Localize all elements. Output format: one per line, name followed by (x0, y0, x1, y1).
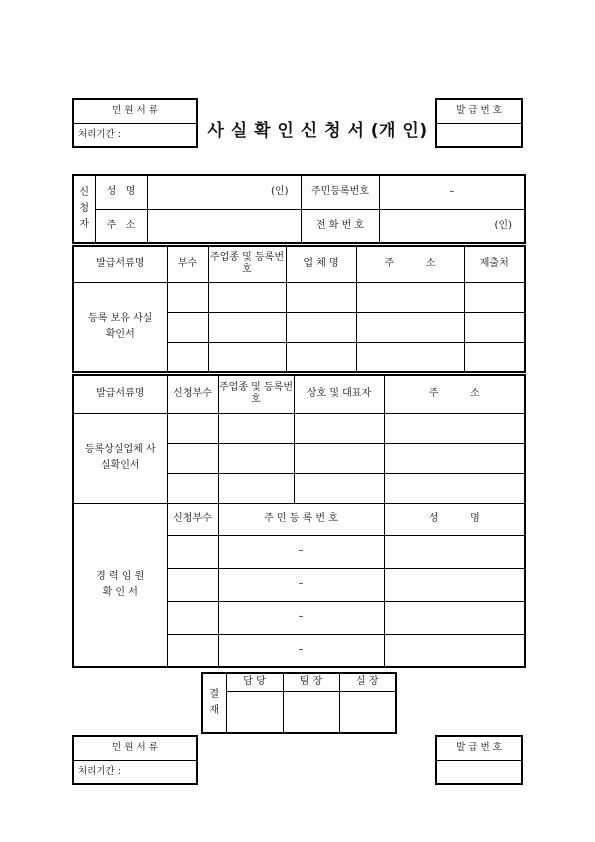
table-cell[interactable] (384, 601, 525, 634)
table-cell[interactable] (464, 282, 525, 312)
table-cell[interactable] (384, 443, 525, 473)
table-cell[interactable] (356, 312, 464, 342)
rrn-label: 주민등록번호 (301, 175, 379, 209)
civil-document-label: 민 원 서 류 (73, 736, 197, 760)
approval-header-director: 실 장 (339, 673, 396, 691)
header-company-name: 업 체 명 (286, 246, 356, 282)
table-cell[interactable] (208, 312, 286, 342)
approval-header-team-leader: 팀 장 (283, 673, 339, 691)
table-cell[interactable] (356, 342, 464, 372)
table-cell[interactable] (167, 473, 218, 503)
table-cell[interactable] (167, 413, 218, 443)
applicant-table (72, 174, 526, 244)
table-cell[interactable] (286, 312, 356, 342)
approval-header-staff: 담 당 (226, 673, 283, 691)
table-cell[interactable] (208, 282, 286, 312)
resident-number-cell[interactable]: – (218, 601, 384, 634)
bottom-issue-number-box (435, 735, 523, 785)
civil-document-label: 민 원 서 류 (73, 99, 197, 123)
doc-name-registration-holding: 등록 보유 사실확인서 (73, 282, 167, 372)
lost-registration-and-career-table (72, 374, 526, 668)
table-cell[interactable] (218, 443, 294, 473)
table-cell[interactable] (384, 413, 525, 443)
table-cell[interactable] (167, 312, 208, 342)
table-cell[interactable] (294, 443, 384, 473)
address-field[interactable] (147, 209, 301, 243)
header-requested-copies: 신청부수 (167, 375, 218, 413)
issue-number-field[interactable] (436, 123, 522, 147)
table-cell[interactable] (167, 535, 218, 568)
page-title: 사 실 확 인 신 청 서 (개 인) (207, 121, 428, 141)
resident-number-cell[interactable]: – (218, 634, 384, 667)
table-cell[interactable] (464, 342, 525, 372)
table-cell[interactable] (464, 312, 525, 342)
approval-signature-cell[interactable] (283, 691, 339, 733)
top-issue-number-box (435, 98, 523, 148)
header-copies: 부수 (167, 246, 208, 282)
table-cell[interactable] (167, 634, 218, 667)
approval-signature-cell[interactable] (339, 691, 396, 733)
processing-period-label: 처리기간 : (73, 123, 197, 147)
header-doc-name: 발급서류명 (73, 246, 167, 282)
header-address: 주 소 (384, 375, 525, 413)
header-company-representative: 상호 및 대표자 (294, 375, 384, 413)
top-civil-document-box (72, 98, 198, 148)
header-business-type: 주업종 및 등록번호 (218, 375, 294, 413)
header-address: 주 소 (356, 246, 464, 282)
table-cell[interactable] (167, 342, 208, 372)
resident-number-cell[interactable]: – (218, 568, 384, 601)
registration-holding-table (72, 245, 526, 373)
table-cell[interactable] (356, 282, 464, 312)
header-doc-name: 발급서류명 (73, 375, 167, 413)
table-cell[interactable] (218, 473, 294, 503)
bottom-civil-document-box (72, 735, 198, 785)
approval-label: 결 재 (202, 673, 226, 733)
name-seal-mark: (인) (271, 186, 289, 197)
approval-table (201, 672, 397, 734)
header-resident-number: 주 민 등 록 번 호 (218, 503, 384, 535)
table-cell[interactable] (294, 413, 384, 443)
applicant-group-label: 신 청 자 (73, 175, 95, 243)
resident-number-cell[interactable]: – (218, 535, 384, 568)
issue-number-label: 발 급 번 호 (436, 736, 522, 760)
table-cell[interactable] (384, 535, 525, 568)
table-cell[interactable] (167, 443, 218, 473)
table-cell[interactable] (286, 282, 356, 312)
table-cell[interactable] (384, 568, 525, 601)
table-cell[interactable] (208, 342, 286, 372)
issue-number-label: 발 급 번 호 (436, 99, 522, 123)
approval-signature-cell[interactable] (226, 691, 283, 733)
name-field[interactable] (147, 175, 301, 209)
table-cell[interactable] (286, 342, 356, 372)
name-label: 성 명 (95, 175, 147, 209)
address-label: 주 소 (95, 209, 147, 243)
table-cell[interactable] (384, 473, 525, 503)
table-cell[interactable] (294, 473, 384, 503)
phone-field[interactable] (379, 209, 525, 243)
header-requested-copies: 신청부수 (167, 503, 218, 535)
doc-name-career-officer: 경 력 임 원 확 인 서 (73, 503, 167, 667)
header-business-type: 주업종 및 등록번호 (208, 246, 286, 282)
phone-seal-mark: (인) (494, 219, 512, 231)
table-cell[interactable] (167, 568, 218, 601)
table-cell[interactable] (167, 601, 218, 634)
table-cell[interactable] (384, 634, 525, 667)
processing-period-label: 처리기간 : (73, 760, 197, 784)
header-submit-to: 제출처 (464, 246, 525, 282)
phone-label: 전 화 번 호 (301, 209, 379, 243)
table-cell[interactable] (167, 282, 208, 312)
rrn-field[interactable]: – (379, 175, 525, 209)
doc-name-lost-registration: 등록상실업체 사실확인서 (73, 413, 167, 503)
issue-number-field[interactable] (436, 760, 522, 784)
header-name: 성 명 (384, 503, 525, 535)
table-cell[interactable] (218, 413, 294, 443)
